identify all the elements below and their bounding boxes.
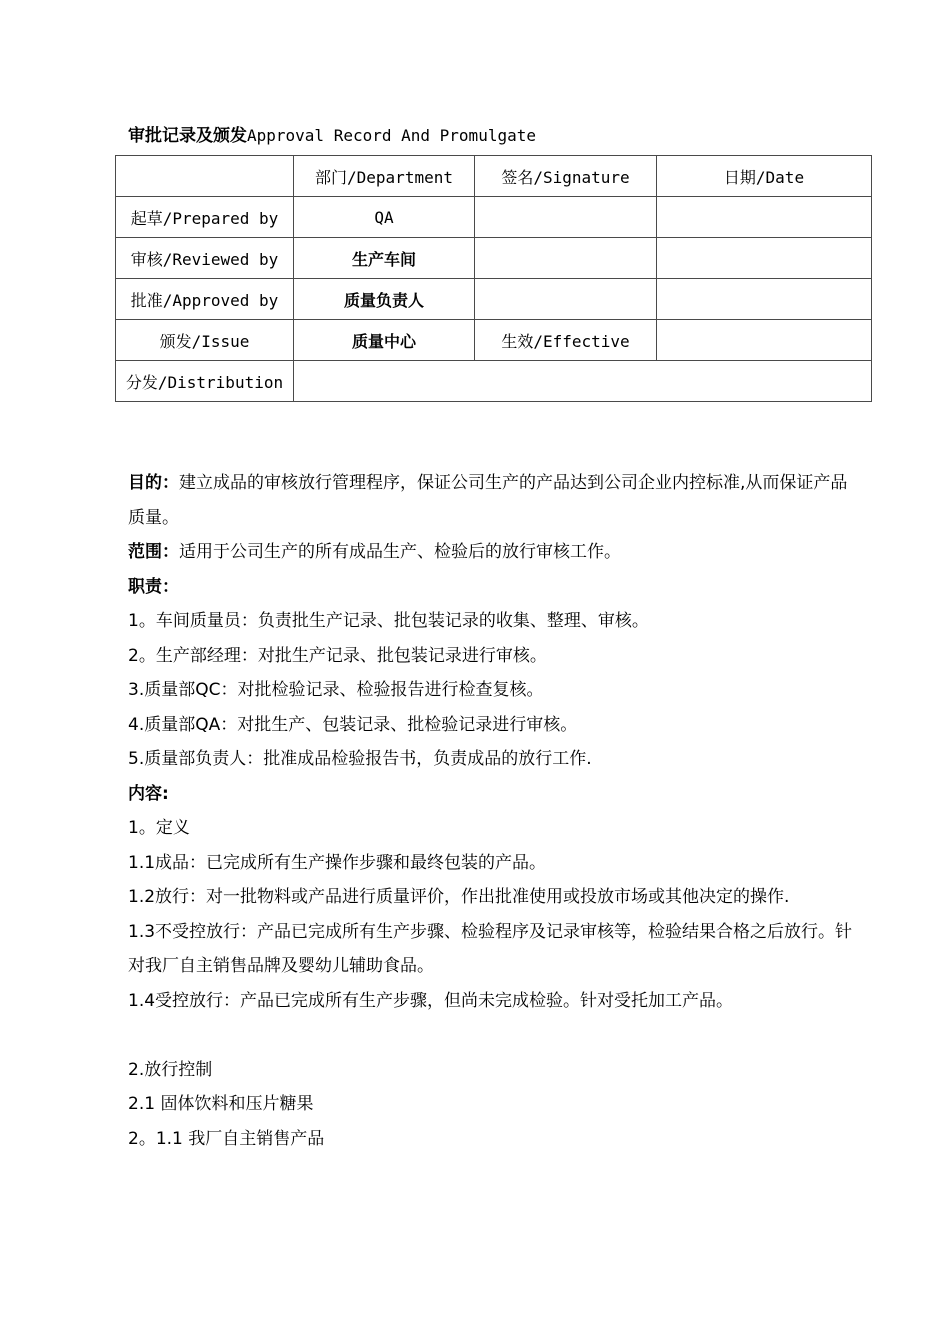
duty-item: 1。车间质量员：负责批生产记录、批包装记录的收集、整理、审核。 — [128, 611, 649, 631]
distribution-label: 分发/Distribution — [116, 361, 294, 402]
row-department: 质量中心 — [294, 320, 475, 361]
row-signature[interactable] — [475, 279, 657, 320]
definition-item: 1.3不受控放行：产品已完成所有生产步骤、检验程序及记录审核等，检验结果合格之后放行。针对我厂自主销售品牌及婴幼儿辅助食品。 — [128, 921, 853, 976]
header-signature: 签名/Signature — [475, 156, 657, 197]
definition-item: 1.2放行：对一批物料或产品进行质量评价，作出批准使用或投放市场或其他决定的操作. — [128, 887, 790, 907]
document-body — [128, 466, 864, 1156]
row-label: 颁发/Issue — [116, 320, 294, 361]
distribution-value[interactable] — [294, 361, 872, 402]
table-row-distribution — [116, 361, 872, 402]
scope-label: 范围： — [128, 542, 179, 562]
title-chinese: 审批记录及颁发 — [128, 126, 247, 146]
row-department: 质量负责人 — [294, 279, 475, 320]
header-empty-cell — [116, 156, 294, 197]
duty-item: 4.质量部QA：对批生产、包装记录、批检验记录进行审核。 — [128, 714, 578, 735]
scope-text: 适用于公司生产的所有成品生产、检验后的放行审核工作。 — [179, 542, 621, 562]
purpose-text: 建立成品的审核放行管理程序，保证公司生产的产品达到公司企业内控标准,从而保证产品质量。 — [128, 473, 848, 528]
row-date[interactable] — [657, 197, 872, 238]
row-signature[interactable] — [475, 238, 657, 279]
duty-item: 2。生产部经理：对批生产记录、批包装记录进行审核。 — [128, 645, 547, 666]
header-department: 部门/Department — [294, 156, 475, 197]
content-label: 内容: — [128, 783, 169, 804]
duty-item: 5.质量部负责人：批准成品检验报告书，负责成品的放行工作. — [128, 749, 592, 769]
section-2-1: 2.1 固体饮料和压片糖果 — [128, 1094, 314, 1114]
section-2-1-1: 2。1.1 我厂自主销售产品 — [128, 1128, 325, 1149]
release-control-title: 2.放行控制 — [128, 1059, 213, 1080]
row-label: 批准/Approved by — [116, 279, 294, 320]
duty-label: 职责： — [128, 576, 179, 597]
table-row-prepared — [116, 197, 872, 238]
row-effective-label: 生效/Effective — [475, 320, 657, 361]
row-date[interactable] — [657, 238, 872, 279]
purpose-label: 目的： — [128, 473, 179, 493]
spacer — [128, 1018, 864, 1053]
table-header-row — [116, 156, 872, 197]
content-heading — [128, 777, 864, 812]
duty-heading — [128, 570, 864, 605]
document-title — [128, 124, 536, 148]
definition-item: 1.1成品：已完成所有生产操作步骤和最终包装的产品。 — [128, 852, 547, 873]
header-date: 日期/Date — [657, 156, 872, 197]
definition-item: 1.4受控放行：产品已完成所有生产步骤，但尚未完成检验。针对受托加工产品。 — [128, 990, 734, 1011]
table-row-reviewed — [116, 238, 872, 279]
table-row-issue — [116, 320, 872, 361]
row-label: 审核/Reviewed by — [116, 238, 294, 279]
row-label: 起草/Prepared by — [116, 197, 294, 238]
purpose-paragraph — [128, 466, 864, 535]
row-department: QA — [294, 197, 475, 238]
row-date[interactable] — [657, 279, 872, 320]
row-effective-date[interactable] — [657, 320, 872, 361]
row-signature[interactable] — [475, 197, 657, 238]
row-department: 生产车间 — [294, 238, 475, 279]
scope-paragraph — [128, 535, 864, 570]
duty-item: 3.质量部QC：对批检验记录、检验报告进行检查复核。 — [128, 680, 544, 700]
table-row-approved — [116, 279, 872, 320]
title-english: Approval Record And Promulgate — [247, 126, 536, 145]
approval-table — [115, 155, 872, 402]
definitions-title: 1。定义 — [128, 818, 190, 838]
